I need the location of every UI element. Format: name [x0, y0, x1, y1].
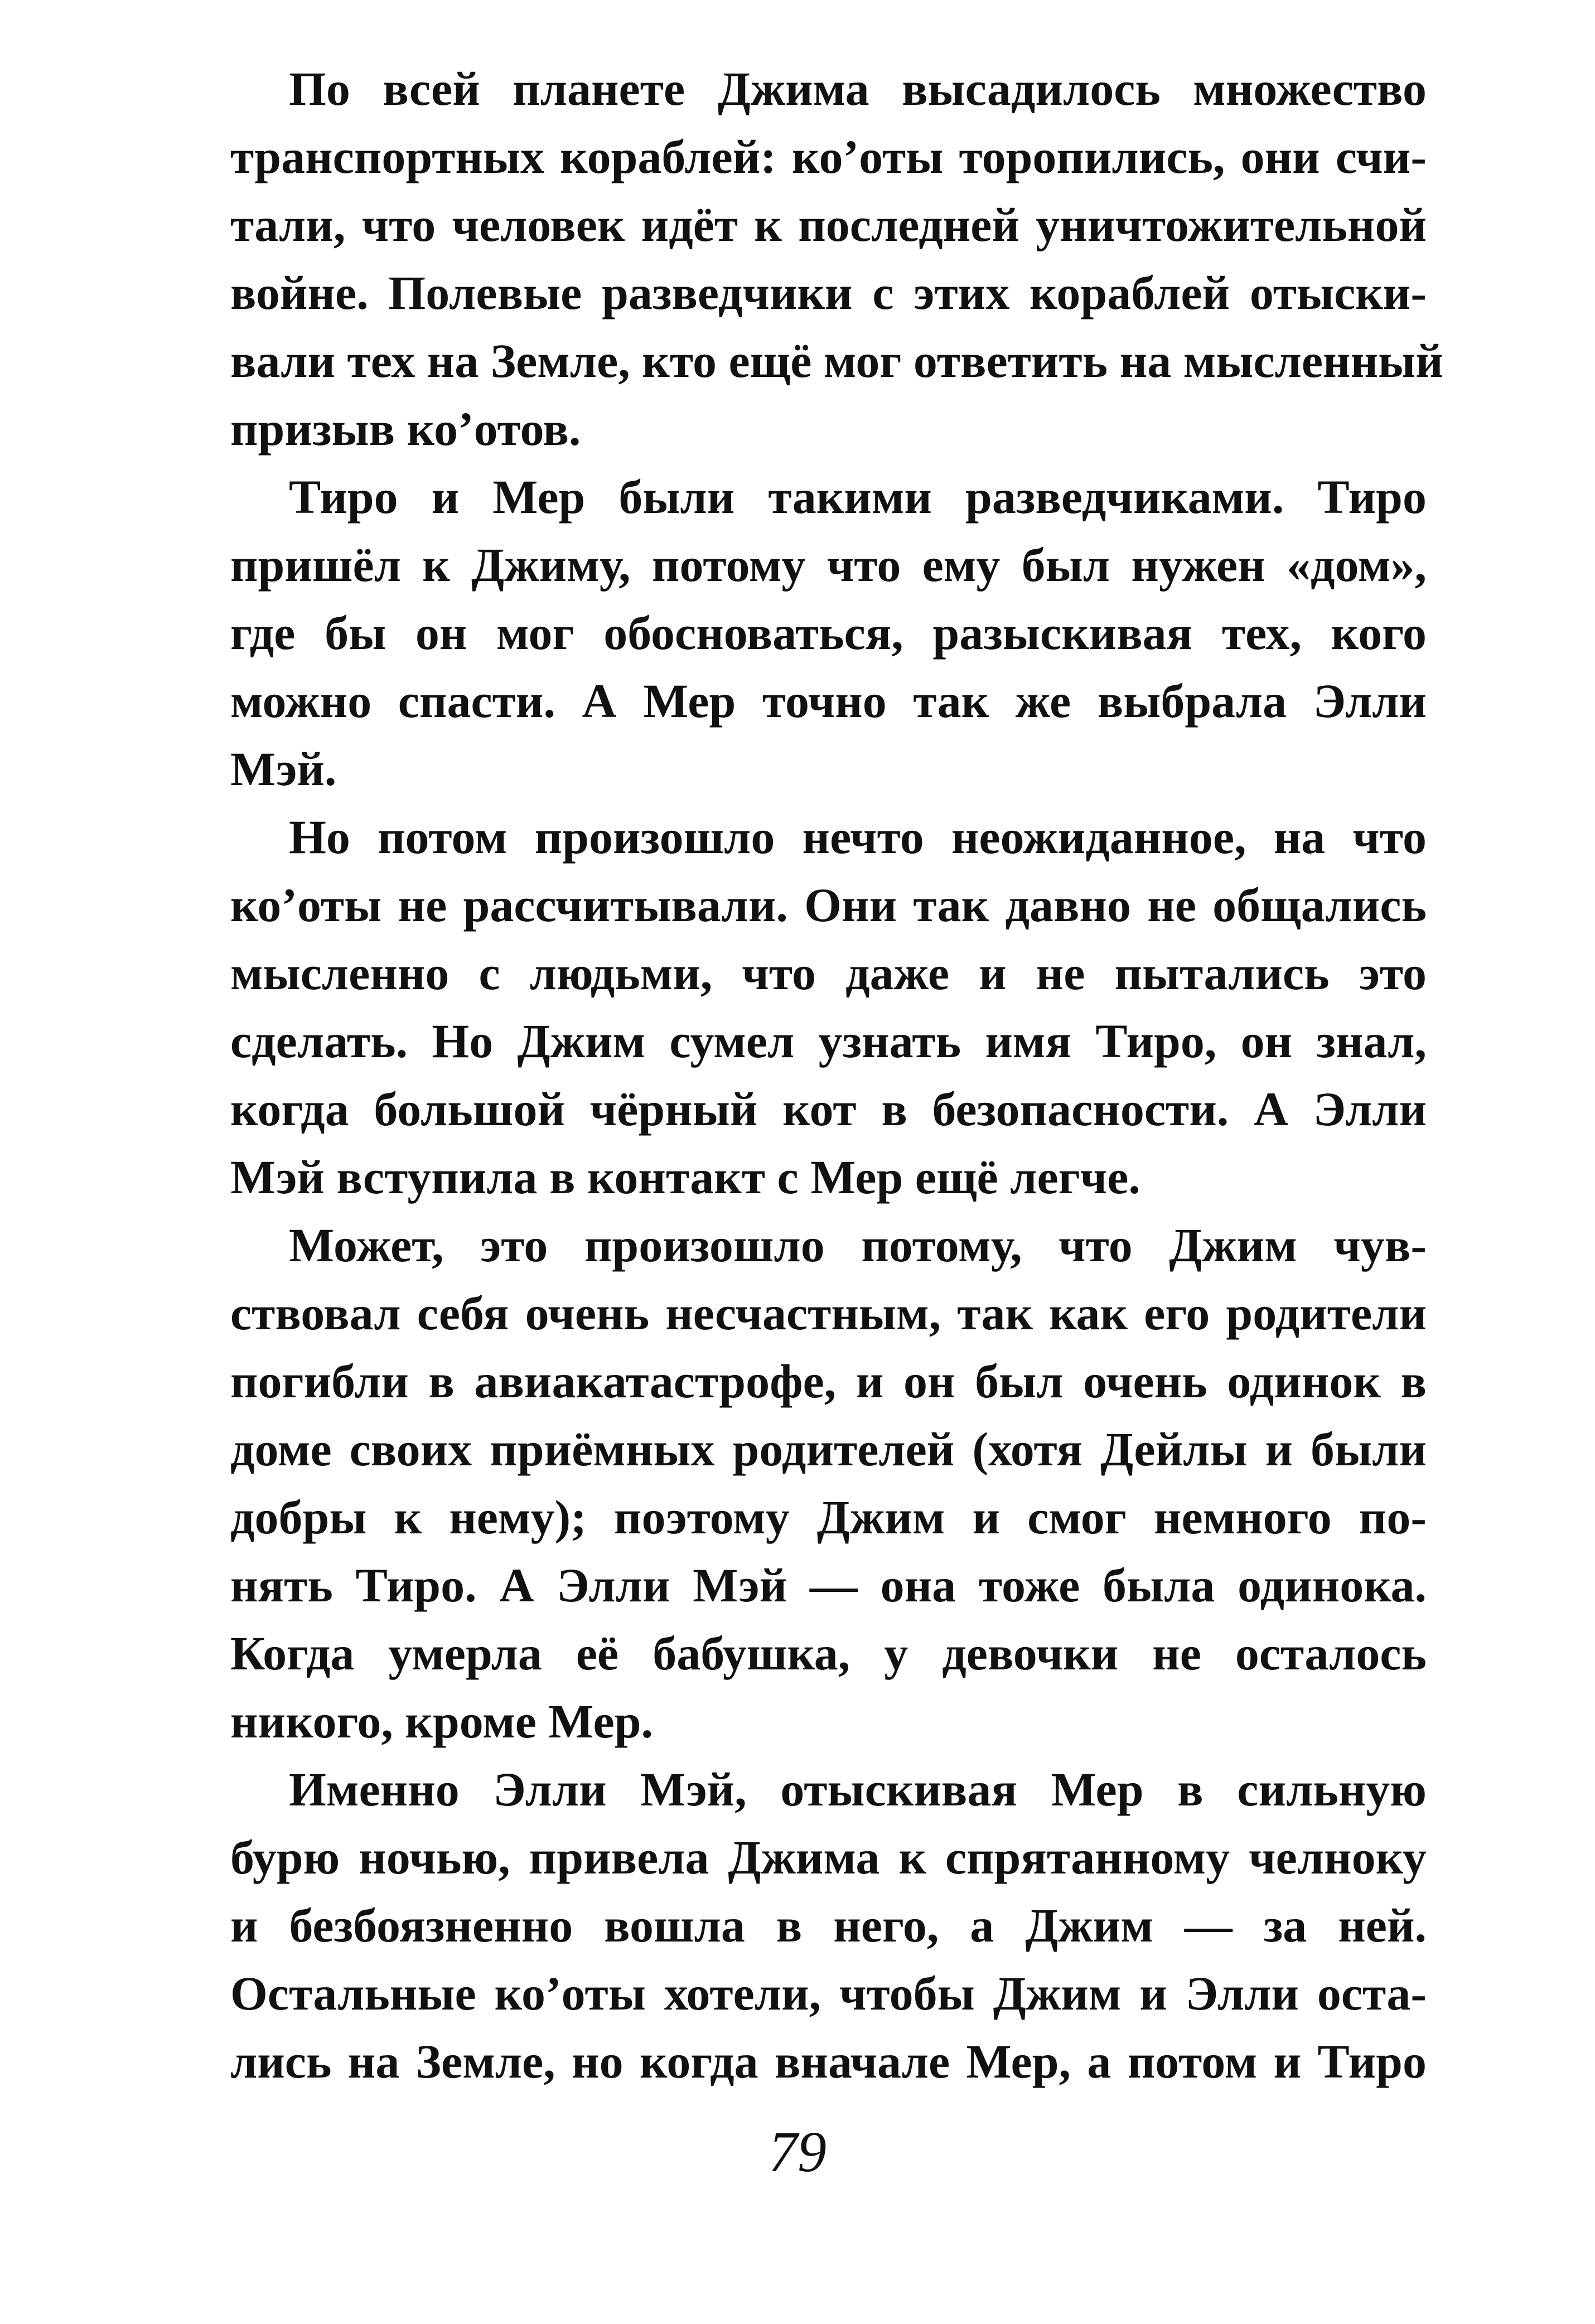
- text-line: пришёл к Джиму, потому что ему был нужен «дом»,: [230, 538, 1427, 592]
- text-line: ко’оты не рассчитывали. Они так давно не общались: [230, 878, 1427, 932]
- text-line: добры к нему); поэтому Джим и смог немного по-: [230, 1490, 1427, 1544]
- body-text: [172, 55, 1443, 2095]
- text-line: можно спасти. А Мер точно так же выбрала Элли: [230, 674, 1427, 728]
- paragraph-3: [172, 803, 1427, 1211]
- text-line: транспортных кораблей: ко’оты торопились, они счи-: [230, 130, 1427, 183]
- text-line: нять Тиро. А Элли Мэй — она тоже была одинока.: [230, 1558, 1427, 1612]
- paragraph-2: [172, 463, 1427, 803]
- text-line: никого, кроме Мер.: [230, 1694, 653, 1748]
- text-line: где бы он мог обосноваться, разыскивая тех, кого: [230, 606, 1427, 660]
- text-line: Остальные ко’оты хотели, чтобы Джим и Элли оста-: [230, 1967, 1427, 2020]
- text-line: лись на Земле, но когда вначале Мер, а потом и Тиро: [230, 2035, 1427, 2088]
- text-line: мысленно с людьми, что даже и не пытались это: [230, 946, 1427, 1000]
- text-line: Мэй вступила в контакт с Мер ещё легче.: [230, 1150, 1140, 1204]
- text-line: Тиро и Мер были такими разведчиками. Тиро: [289, 470, 1427, 524]
- text-line: Мэй.: [230, 742, 337, 796]
- paragraph-1: [172, 55, 1443, 463]
- text-line: бурю ночью, привела Джима к спрятанному челноку: [230, 1831, 1427, 1884]
- text-line: войне. Полевые разведчики с этих кораблей отыски-: [230, 266, 1427, 319]
- text-line: Может, это произошло потому, что Джим чув-: [289, 1218, 1427, 1272]
- text-line: тали, что человек идёт к последней уничтожительной: [230, 198, 1427, 251]
- paragraph-4: [172, 1211, 1427, 1755]
- text-line: когда большой чёрный кот в безопасности. А Элли: [230, 1082, 1427, 1136]
- page-number: 79: [768, 2120, 826, 2184]
- text-line: сделать. Но Джим сумел узнать имя Тиро, он знал,: [230, 1014, 1427, 1068]
- text-line: вали тех на Земле, кто ещё мог ответить на мысленный: [230, 334, 1443, 388]
- text-line: ствовал себя очень несчастным, так как его родители: [230, 1286, 1427, 1340]
- text-line: погибли в авиакатастрофе, и он был очень одинок в: [230, 1354, 1427, 1408]
- text-line: По всей планете Джима высадилось множество: [289, 62, 1427, 115]
- text-line: и безбоязненно вошла в него, а Джим — за ней.: [230, 1899, 1427, 1952]
- text-line: Но потом произошло нечто неожиданное, на что: [289, 810, 1427, 864]
- paragraph-5: [172, 1755, 1427, 2095]
- text-line: Именно Элли Мэй, отыскивая Мер в сильную: [289, 1763, 1427, 1816]
- text-line: доме своих приёмных родителей (хотя Дейлы и были: [230, 1422, 1427, 1476]
- text-line: Когда умерла её бабушка, у девочки не осталось: [230, 1626, 1427, 1680]
- text-line: призыв ко’отов.: [230, 402, 581, 456]
